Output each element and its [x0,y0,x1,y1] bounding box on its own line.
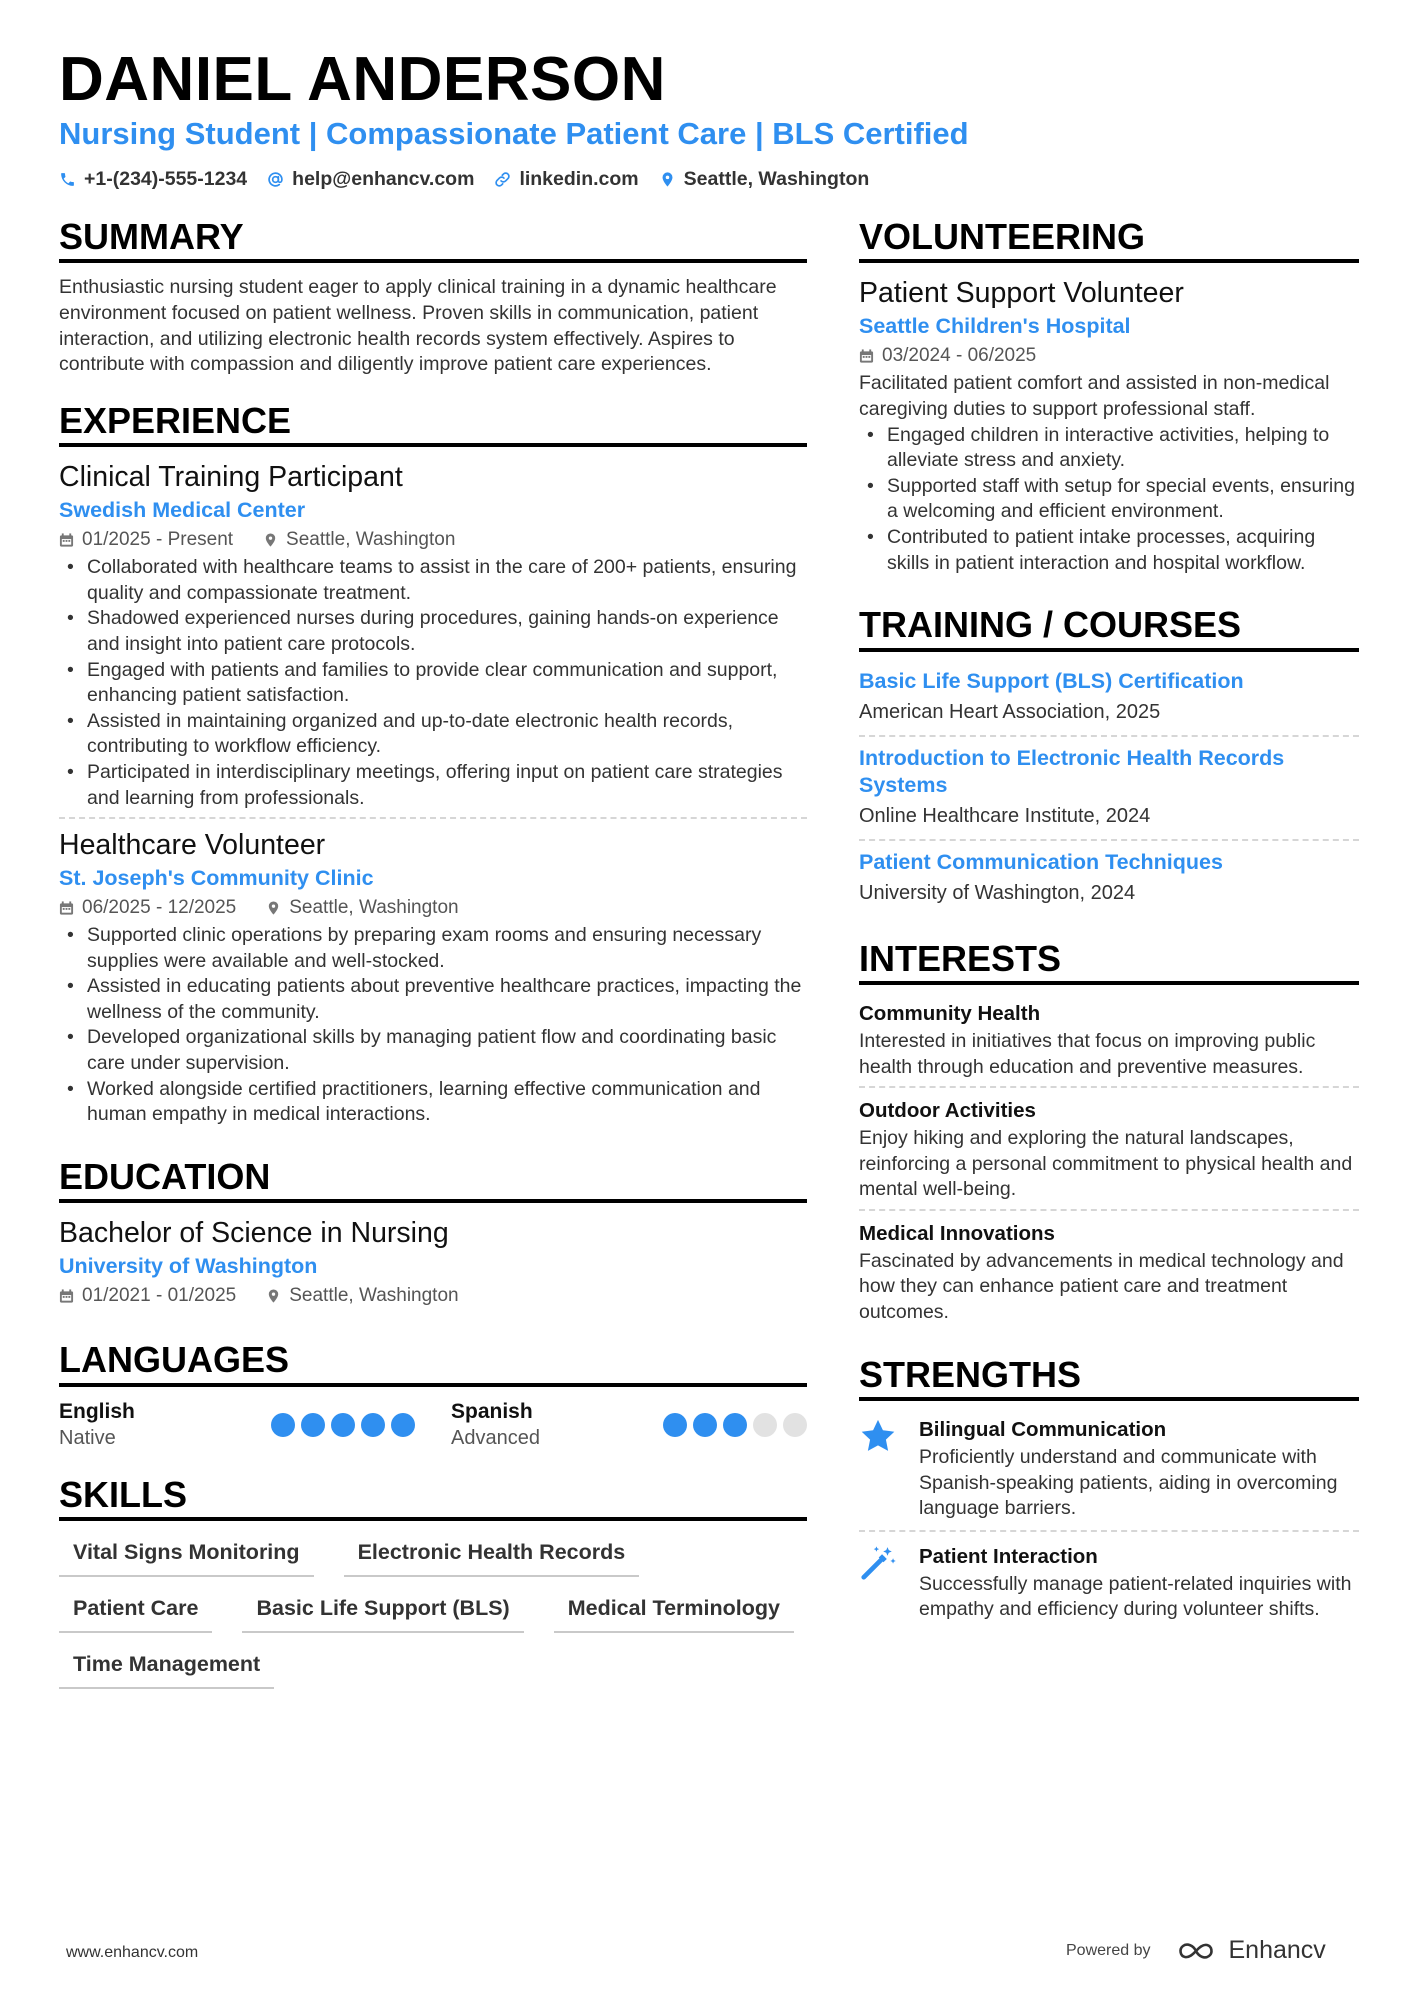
brand-name: Enhancv [1228,1936,1326,1964]
location-text: Seattle, Washington [286,529,456,551]
bullet-item: • Developed organizational skills by managing patient flow and coordinating basic care under supervision. [59,1025,807,1076]
magic-wand-icon [859,1544,897,1582]
bullet-item: • Participated in interdisciplinary meetings, offering input on patient care strategies and learning from professionals. [59,760,807,811]
location-pin-icon [659,171,676,188]
language-level: Advanced [451,1426,540,1449]
experience-entry [59,817,807,1134]
entry-location [266,1281,458,1311]
proficiency-dots [271,1399,415,1452]
language-item [59,1399,415,1452]
candidate-name: DANIEL ANDERSON [59,45,666,114]
course-name: Patient Communication Techniques [859,849,1223,874]
left-column [59,216,807,1711]
proficiency-dot-filled [361,1413,385,1437]
course-provider: Online Healthcare Institute, 2024 [859,804,1151,827]
footer-branding [1066,1936,1326,1965]
contact-phone[interactable] [59,168,247,191]
bullet-item: • Worked alongside certified practitioners, learning effective communication and human empathy in medical interactions. [59,1077,807,1128]
bullet-list [859,423,1359,577]
skills-section [59,1474,807,1689]
bullet-item: • Supported staff with setup for special events, ensuring a welcoming and efficient environment. [859,474,1359,525]
calendar-icon [59,900,74,916]
contact-bar [59,168,869,191]
school-name: University of Washington [59,1254,318,1279]
skill-tag: Medical Terminology [554,1593,794,1633]
right-column [859,216,1359,1653]
company-name: St. Joseph's Community Clinic [59,866,374,891]
interest-name: Outdoor Activities [859,1099,1036,1123]
interest-item [859,1086,1359,1209]
location-pin-icon [263,532,278,548]
contact-location [659,168,870,191]
section-title: STRENGTHS [859,1354,1359,1401]
proficiency-dot-filled [331,1413,355,1437]
entry-meta [59,525,807,555]
volunteering-section [859,216,1359,582]
bullet-item: • Assisted in educating patients about preventive healthcare practices, impacting the wellness of the community. [59,974,807,1025]
interest-item [859,1209,1359,1332]
skill-tag: Basic Life Support (BLS) [242,1593,523,1633]
strength-text: Proficiently understand and communicate with Spanish-speaking patients, aiding in overcoming language barriers. [919,1446,1338,1520]
language-name: English [59,1399,135,1423]
calendar-icon [59,532,74,548]
skill-tag: Electronic Health Records [344,1537,640,1577]
experience-entry [59,459,807,817]
location-text: Seattle, Washington [289,897,459,919]
course-item [859,839,1359,916]
interests-section [859,938,1359,1332]
bullet-item: • Engaged with patients and families to provide clear communication and support, enhancing patient satisfaction. [59,658,807,709]
section-title: SUMMARY [59,216,807,263]
proficiency-dots [663,1399,807,1452]
section-title: LANGUAGES [59,1339,807,1386]
interest-name: Medical Innovations [859,1221,1055,1245]
calendar-icon [59,1288,74,1304]
brand-logo[interactable] [1177,1936,1326,1965]
bullet-item: • Shadowed experienced nurses during procedures, gaining hands-on experience and insight into patient care protocols. [59,606,807,657]
education-section [59,1156,807,1317]
skill-tag: Time Management [59,1649,274,1689]
dates-text: 01/2025 - Present [82,529,234,551]
date-range [59,1281,236,1311]
interest-item [859,997,1359,1086]
section-title: EDUCATION [59,1156,807,1203]
entry-meta [59,1281,807,1311]
summary-section [59,216,807,378]
language-item [451,1399,807,1452]
interest-text: Interested in initiatives that focus on improving public health through education and preventive measures. [859,1029,1316,1078]
strengths-section [859,1354,1359,1631]
job-title: Healthcare Volunteer [59,829,326,862]
contact-email[interactable] [267,168,474,191]
education-entry [59,1215,807,1317]
strength-name: Patient Interaction [919,1544,1098,1568]
course-item [859,735,1359,839]
location-text: Seattle, Washington [683,168,870,190]
email-text: help@enhancv.com [292,168,475,190]
proficiency-dot-filled [301,1413,325,1437]
bullet-item: • Assisted in maintaining organized and up-to-date electronic health records, contributing to workflow efficiency. [59,709,807,760]
volunteer-entry [859,275,1359,582]
dates-text: 06/2025 - 12/2025 [82,897,237,919]
bullet-item: • Engaged children in interactive activities, helping to alleviate stress and anxiety. [859,423,1359,474]
proficiency-dot-filled [271,1413,295,1437]
interest-text: Enjoy hiking and exploring the natural landscapes, reinforcing a personal commitment to physical health and mental well-being. [859,1127,1353,1201]
bullet-item: • Contributed to patient intake processes, acquiring skills in patient interaction and hospital workflow. [859,525,1359,576]
headline: Nursing Student | Compassionate Patient Care | BLS Certified [59,116,969,151]
section-title: TRAINING / COURSES [859,604,1359,651]
proficiency-dot-filled [391,1413,415,1437]
company-name: Swedish Medical Center [59,498,306,523]
entry-location [266,893,458,923]
skill-tag: Patient Care [59,1593,212,1633]
language-level: Native [59,1426,116,1449]
phone-icon [59,171,76,188]
powered-by-label: Powered by [1066,1941,1151,1959]
volunteer-description: Facilitated patient comfort and assisted in non-medical caregiving duties to support professional staff. [859,372,1330,420]
course-provider: American Heart Association, 2025 [859,700,1161,723]
strength-item [859,1530,1359,1631]
entry-location [263,525,455,555]
interest-text: Fascinated by advancements in medical technology and how they can enhance patient care and treatment outcomes. [859,1249,1344,1324]
course-provider: University of Washington, 2024 [859,881,1136,904]
languages-section [59,1339,807,1451]
strength-text: Successfully manage patient-related inquiries with empathy and efficiency during volunteer shifts. [919,1572,1352,1621]
training-section [859,604,1359,915]
job-title: Clinical Training Participant [59,461,403,494]
proficiency-dot-empty [783,1413,807,1437]
link-icon [494,171,511,188]
at-icon [267,171,284,188]
linkedin-text: linkedin.com [519,168,639,190]
star-icon [859,1417,897,1455]
section-title: EXPERIENCE [59,400,807,447]
proficiency-dot-empty [753,1413,777,1437]
organization-name: Seattle Children's Hospital [859,314,1131,339]
entry-meta [859,341,1359,371]
language-name: Spanish [451,1399,533,1423]
section-title: INTERESTS [859,938,1359,985]
language-list [59,1399,807,1452]
enhancv-logo-icon [1177,1939,1221,1963]
proficiency-dot-filled [723,1413,747,1437]
date-range [59,525,233,555]
date-range [59,893,236,923]
contact-linkedin[interactable] [494,168,638,191]
course-name: Introduction to Electronic Health Records Systems [859,745,1285,797]
summary-text: Enthusiastic nursing student eager to apply clinical training in a dynamic healthcare environment focused on patient wellness. Proven skills in communication, patient interaction, and utilizing electronic health records system effectively. Aspires to contribute with compassion and diligently improve patient care experiences. [59,276,777,376]
section-title: VOLUNTEERING [859,216,1359,263]
course-name: Basic Life Support (BLS) Certification [859,668,1244,693]
dates-text: 03/2024 - 06/2025 [882,345,1037,367]
strength-name: Bilingual Communication [919,1418,1167,1442]
date-range [859,341,1036,371]
bullet-list [59,923,807,1128]
proficiency-dot-filled [693,1413,717,1437]
strength-item [859,1413,1359,1530]
proficiency-dot-filled [663,1413,687,1437]
location-pin-icon [266,900,281,916]
experience-section [59,400,807,1134]
section-title: SKILLS [59,1474,807,1521]
interest-name: Community Health [859,1001,1041,1025]
course-item [859,664,1359,735]
bullet-list [59,555,807,811]
location-text: Seattle, Washington [289,1285,459,1307]
skill-tag: Vital Signs Monitoring [59,1537,314,1577]
degree-title: Bachelor of Science in Nursing [59,1217,449,1250]
phone-text: +1-(234)-555-1234 [84,168,248,190]
skill-list [59,1533,807,1689]
bullet-item: • Collaborated with healthcare teams to assist in the care of 200+ patients, ensuring quality and compassionate treatment. [59,555,807,606]
dates-text: 01/2021 - 01/2025 [82,1285,237,1307]
volunteer-role: Patient Support Volunteer [859,277,1184,310]
footer-website[interactable]: www.enhancv.com [66,1944,199,1961]
bullet-item: • Supported clinic operations by preparing exam rooms and ensuring necessary supplies were available and well-stocked. [59,923,807,974]
entry-meta [59,893,807,923]
location-pin-icon [266,1288,281,1304]
calendar-icon [859,348,874,364]
